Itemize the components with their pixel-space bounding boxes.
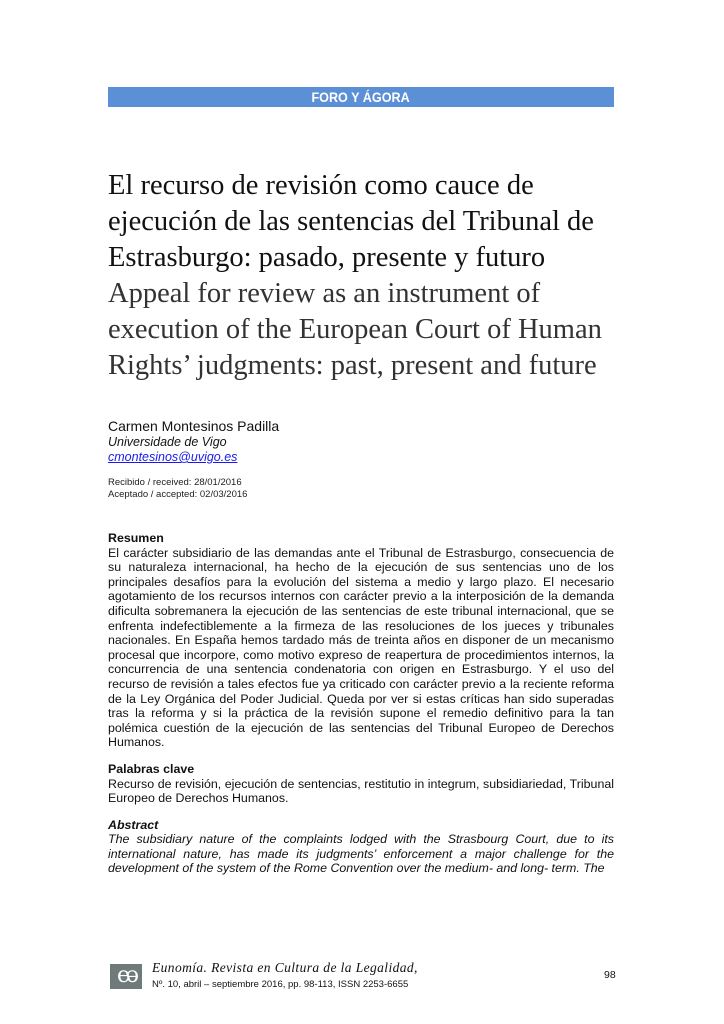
resumen-text: El carácter subsidiario de las demandas ante el Tribunal de Estrasburgo, consecuencia de su naturaleza internacional, ha hecho de la ejecución de sus sentencias uno de los principales desafíos para la evolución del sistema a medio y largo plazo. El necesario agotamiento de los recursos internos con carácter previo a la interposición de la demanda dificulta sobremanera la ejecución de las sentencias de este tribunal internacional, que se enfrenta indefectiblemente a la firmeza de las resoluciones de los jueces y tribunales nacionales. En España hemos tardado más de treinta años en disponer de un mecanismo procesal que incorpore, como motivo expreso de reapertura de procedimientos internos, la concurrencia de una sentencia condenatoria con origen en Estrasburgo. Y el uso del recurso de revisión a tales efectos fue ya criticado con carácter previo a la reciente reforma de la Ley Orgánica del Poder Judicial. Queda por ver si estas críticas han sido superadas tras la reforma y si la práctica de la revisión supone el remedio definitivo para la tan polémica cuestión de la ejecución de las sentencias del Tribunal Europeo de Derechos Humanos. [108,545,614,750]
journal-logo [110,964,142,989]
keywords-heading: Palabras clave [108,761,195,776]
abstract-text: The subsidiary nature of the complaints lodged with the Strasbourg Court, due to its international nature, has made its judgments’ enforcement a major challenge for the development of the system of the Rome Convention over the medium- and long- term. The [108,832,614,876]
journal-name: Eunomía. Revista en Cultura de la Legalidad, [152,960,418,975]
resumen-section [108,531,614,750]
keywords-section [108,762,614,806]
journal-issue: Nº. 10, abril – septiembre 2016, pp. 98-113, ISSN 2253-6655 [152,979,409,990]
dates [108,477,614,501]
section-banner-label: FORO Y ÁGORA [311,89,411,105]
section-banner [108,87,614,107]
article-front-matter [108,168,614,876]
journal-logo-text: eə [116,963,136,988]
page-number: 98 [604,969,616,981]
title-spanish: El recurso de revisión como cauce de ejecución de las sentencias del Tribunal de Estrasburgo: pasado, presente y futuro [108,170,594,273]
resumen-heading: Resumen [108,531,164,545]
author-affiliation: Universidade de Vigo [108,435,227,449]
title-english: Appeal for review as an instrument of execution of the European Court of Human Rights’ judgments: past, present and future [108,278,602,381]
keywords-text: Recurso de revisión, ejecución de sentencias, restitutio in integrum, subsidiariedad, Tribunal Europeo de Derechos Humanos. [108,776,614,806]
abstract-heading: Abstract [108,817,159,832]
author-email-link[interactable]: cmontesinos@uvigo.es [108,450,238,464]
abstract-section [108,818,614,876]
accepted-date: Aceptado / accepted: 02/03/2016 [108,489,248,500]
received-date: Recibido / received: 28/01/2016 [108,477,242,488]
author-name: Carmen Montesinos Padilla [108,418,280,434]
